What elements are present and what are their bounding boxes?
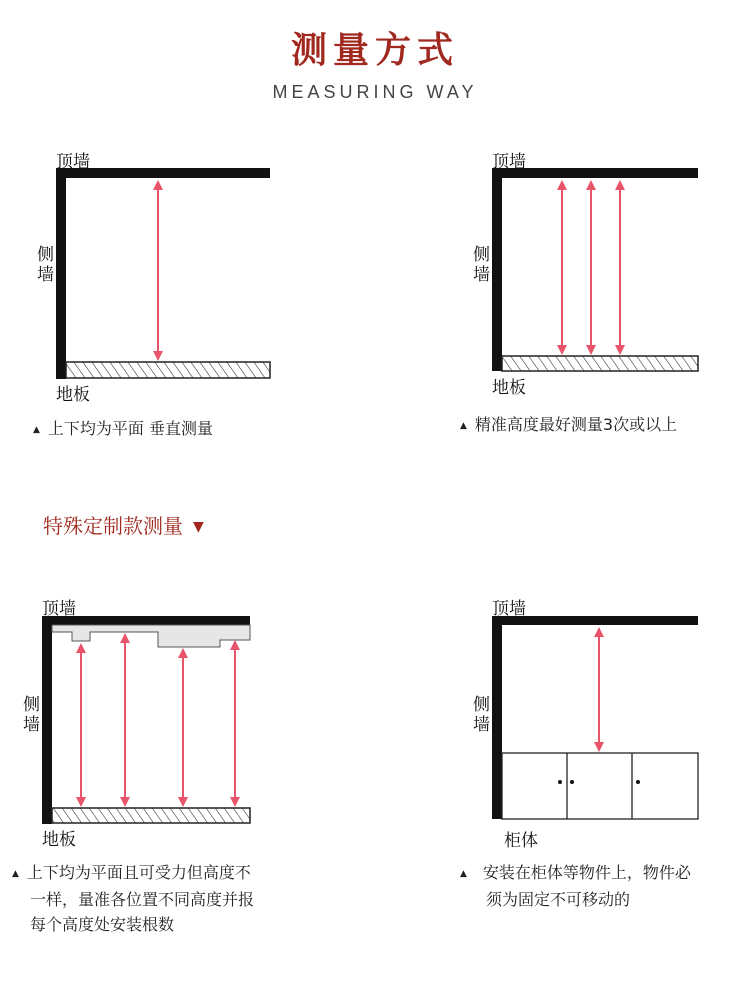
- section-title: [43, 510, 204, 539]
- top-wall-label: 顶墙: [42, 599, 76, 619]
- page-title: 测量方式: [290, 29, 459, 71]
- bullet-icon: ▲: [33, 425, 40, 435]
- cabinet-label: 柜体: [504, 831, 538, 851]
- note-line: 一样，量准各位置不同高度并报: [30, 890, 255, 909]
- side-wall-label: 侧墙: [37, 245, 54, 285]
- diagram-2: [492, 168, 698, 371]
- side-wall: [56, 168, 66, 379]
- floor-label: 地板: [42, 830, 76, 850]
- note-text: 上下均为平面 垂直测量: [47, 419, 214, 438]
- note-1: [33, 416, 213, 443]
- floor-label: 地板: [492, 378, 526, 398]
- side-wall: [492, 616, 502, 819]
- triangle-down-icon: ▼: [193, 519, 204, 535]
- floor-label: 地板: [56, 385, 90, 405]
- cabinet-knob: [558, 780, 562, 784]
- cabinet-knob: [570, 780, 574, 784]
- top-wall-label: 顶墙: [492, 599, 526, 619]
- floor: [66, 362, 270, 378]
- note-line: 须为固定不可移动的: [486, 890, 631, 909]
- section-title-text: 特殊定制款测量: [43, 514, 183, 538]
- page-subtitle: MEASURING WAY: [272, 82, 478, 102]
- side-wall-label: 侧墙: [473, 695, 490, 735]
- note-2: [460, 412, 677, 439]
- note-4: [460, 860, 691, 912]
- bullet-icon: ▲: [460, 421, 467, 431]
- top-wall-label: 顶墙: [492, 152, 526, 172]
- cabinet-knob: [636, 780, 640, 784]
- bullet-icon: ▲: [12, 869, 19, 879]
- top-wall-label: 顶墙: [56, 152, 90, 172]
- diagram-4: [492, 616, 698, 819]
- diagram-3: [42, 616, 250, 824]
- floor: [52, 808, 250, 823]
- note-3: [12, 860, 254, 937]
- cabinet: [502, 753, 698, 819]
- side-wall-label: 侧墙: [23, 695, 40, 735]
- bullet-icon: ▲: [460, 869, 467, 879]
- uneven-ceiling: [52, 625, 250, 647]
- floor: [502, 356, 698, 371]
- diagram-1: [56, 168, 270, 379]
- note-text: 精准高度最好测量3次或以上: [474, 415, 678, 434]
- side-wall: [492, 168, 502, 371]
- side-wall: [42, 616, 52, 824]
- side-wall-label: 侧墙: [473, 245, 490, 285]
- note-line: 上下均为平面且可受力但高度不: [26, 863, 251, 882]
- note-line: 安装在柜体等物件上，物件必: [482, 863, 691, 882]
- note-line: 每个高度处安装根数: [30, 915, 175, 934]
